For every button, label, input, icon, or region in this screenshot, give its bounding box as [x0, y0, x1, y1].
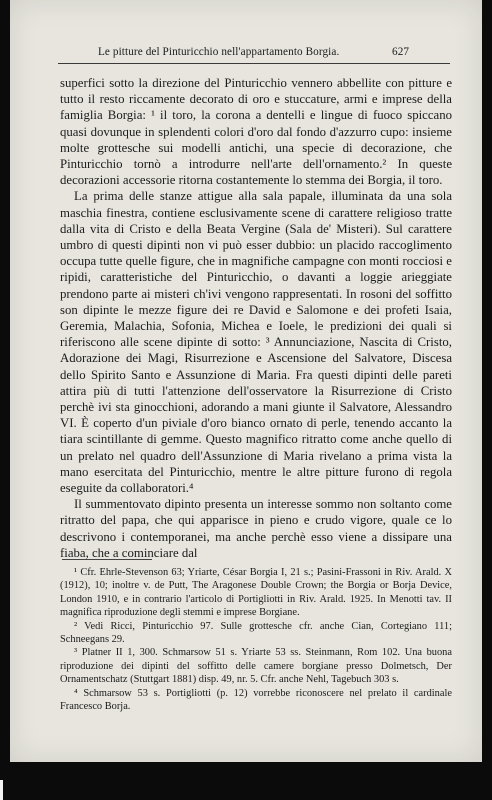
footnote: ⁴ Schmarsow 53 s. Portigliotti (p. 12) vorrebbe riconoscere nel prelato il cardinale Francesco Borja. [60, 687, 452, 713]
scan-edge-mark [0, 780, 3, 800]
paragraph: superfici sotto la direzione del Pinturicchio vennero abbellite con pitture e tutto il resto riccamente decorato di oro e stuccature, armi e imprese della famiglia Borgia: ¹ il toro, la corona a dentelli e lingue di fuoco spiccano quasi dovunque in splendenti colori d'oro dal fondo d'azzurro cupo: insieme molte grottesche sui modelli antichi, una specie di decorazione, che Pinturicchio tornò a introdurre nell'arte dell'ornamento.² In queste decorazioni accessorie ritorna costantemente lo stemma dei Borgia, il toro. [60, 76, 452, 188]
book-page [10, 0, 482, 762]
paragraph: Il summentovato dipinto presenta un interesse sommo non soltanto come ritratto del papa, che qui apparisce in pieno e crudo vigore, quale ce lo descrivono i contemporanei, ma anche perchè esso viene a dissipare una fiaba, che a cominciare dal [60, 497, 452, 560]
paragraph: La prima delle stanze attigue alla sala papale, illuminata da una sola maschia finestra, contiene esclusivamente scene di carattere religioso tratte dalla vita di Cristo e della Beata Vergine (Sala de' Misteri). Sul carattere umbro di questi dipinti non vi può esser dubbio: un placido raccoglimento occupa tutte quelle figure, che in magnifiche campagne con monti rocciosi e ripidi, caratteristiche del Pinturicchio, o davanti a loggie arieggiate prendono parte ai misteri ch'ivi vengono rappresentati. In rosoni del soffitto son dipinte le mezze figure dei re David e Salomone e dei profeti Isaia, Geremia, Malachia, Sofonia, Michea e Ioele, le predizioni dei quali si riferiscono alle scene dipinte di sotto: ³ Annunciazione, Nascita di Cristo, Adorazione dei Magi, Risurrezione e Ascensione del Salvatore, Discesa dello Spirito Santo e Assunzione di Maria. Fra questi dipinti delle pareti attira più di tutti l'attenzione dell'osservatore la Risurrezione di Cristo perchè ivi sta ginocchioni, adorando a mani giunte il Salvatore, Alessandro VI. È coperto d'un piviale d'oro bianco ornato di perle, tenendo accanto la tiara scintillante di gemme. Questo magnifico ritratto come anche quello di un prelato nel quadro dell'Assunzione di Maria rivelano a prima vista la mano esercitata del Pinturicchio, mentre le altre pitture furono di regola eseguite da collaboratori.⁴ [60, 189, 452, 496]
header-rule [58, 63, 450, 64]
footnote: ³ Platner II 1, 300. Schmarsow 51 s. Yriarte 53 ss. Steinmann, Rom 102. Una buona riproduzione dei dipinti del soffitto delle camere borgiane presso Dolmetsch, Der Ornamentschatz (Stuttgart 1881) disp. 49, nr. 5. Cfr. anche Nehl, Tagebuch 303 s. [60, 647, 452, 686]
footnote-rule [62, 559, 152, 560]
footnotes [60, 566, 452, 713]
page-number: 627 [392, 46, 410, 58]
footnote: ² Vedi Ricci, Pinturicchio 97. Sulle grottesche cfr. anche Cian, Cortegiano 111; Schneegans 29. [60, 620, 452, 646]
main-text [60, 75, 452, 561]
running-title: Le pitture del Pinturicchio nell'appartamento Borgia. [98, 46, 340, 58]
footnote: ¹ Cfr. Ehrle-Stevenson 63; Yriarte, César Borgia I, 21 s.; Pasini-Frassoni in Riv. Arald. X (1912), 10; inoltre v. de Putt, The Aragonese Double Crown; the Borgia or Borja Device, London 1910, e in contrario l'articolo di Portigliotti in Riv. Arald. 1925. In Menotti tav. II magnifica riproduzione degli stemmi e imprese Borgiane. [60, 567, 452, 619]
running-header [10, 46, 482, 62]
